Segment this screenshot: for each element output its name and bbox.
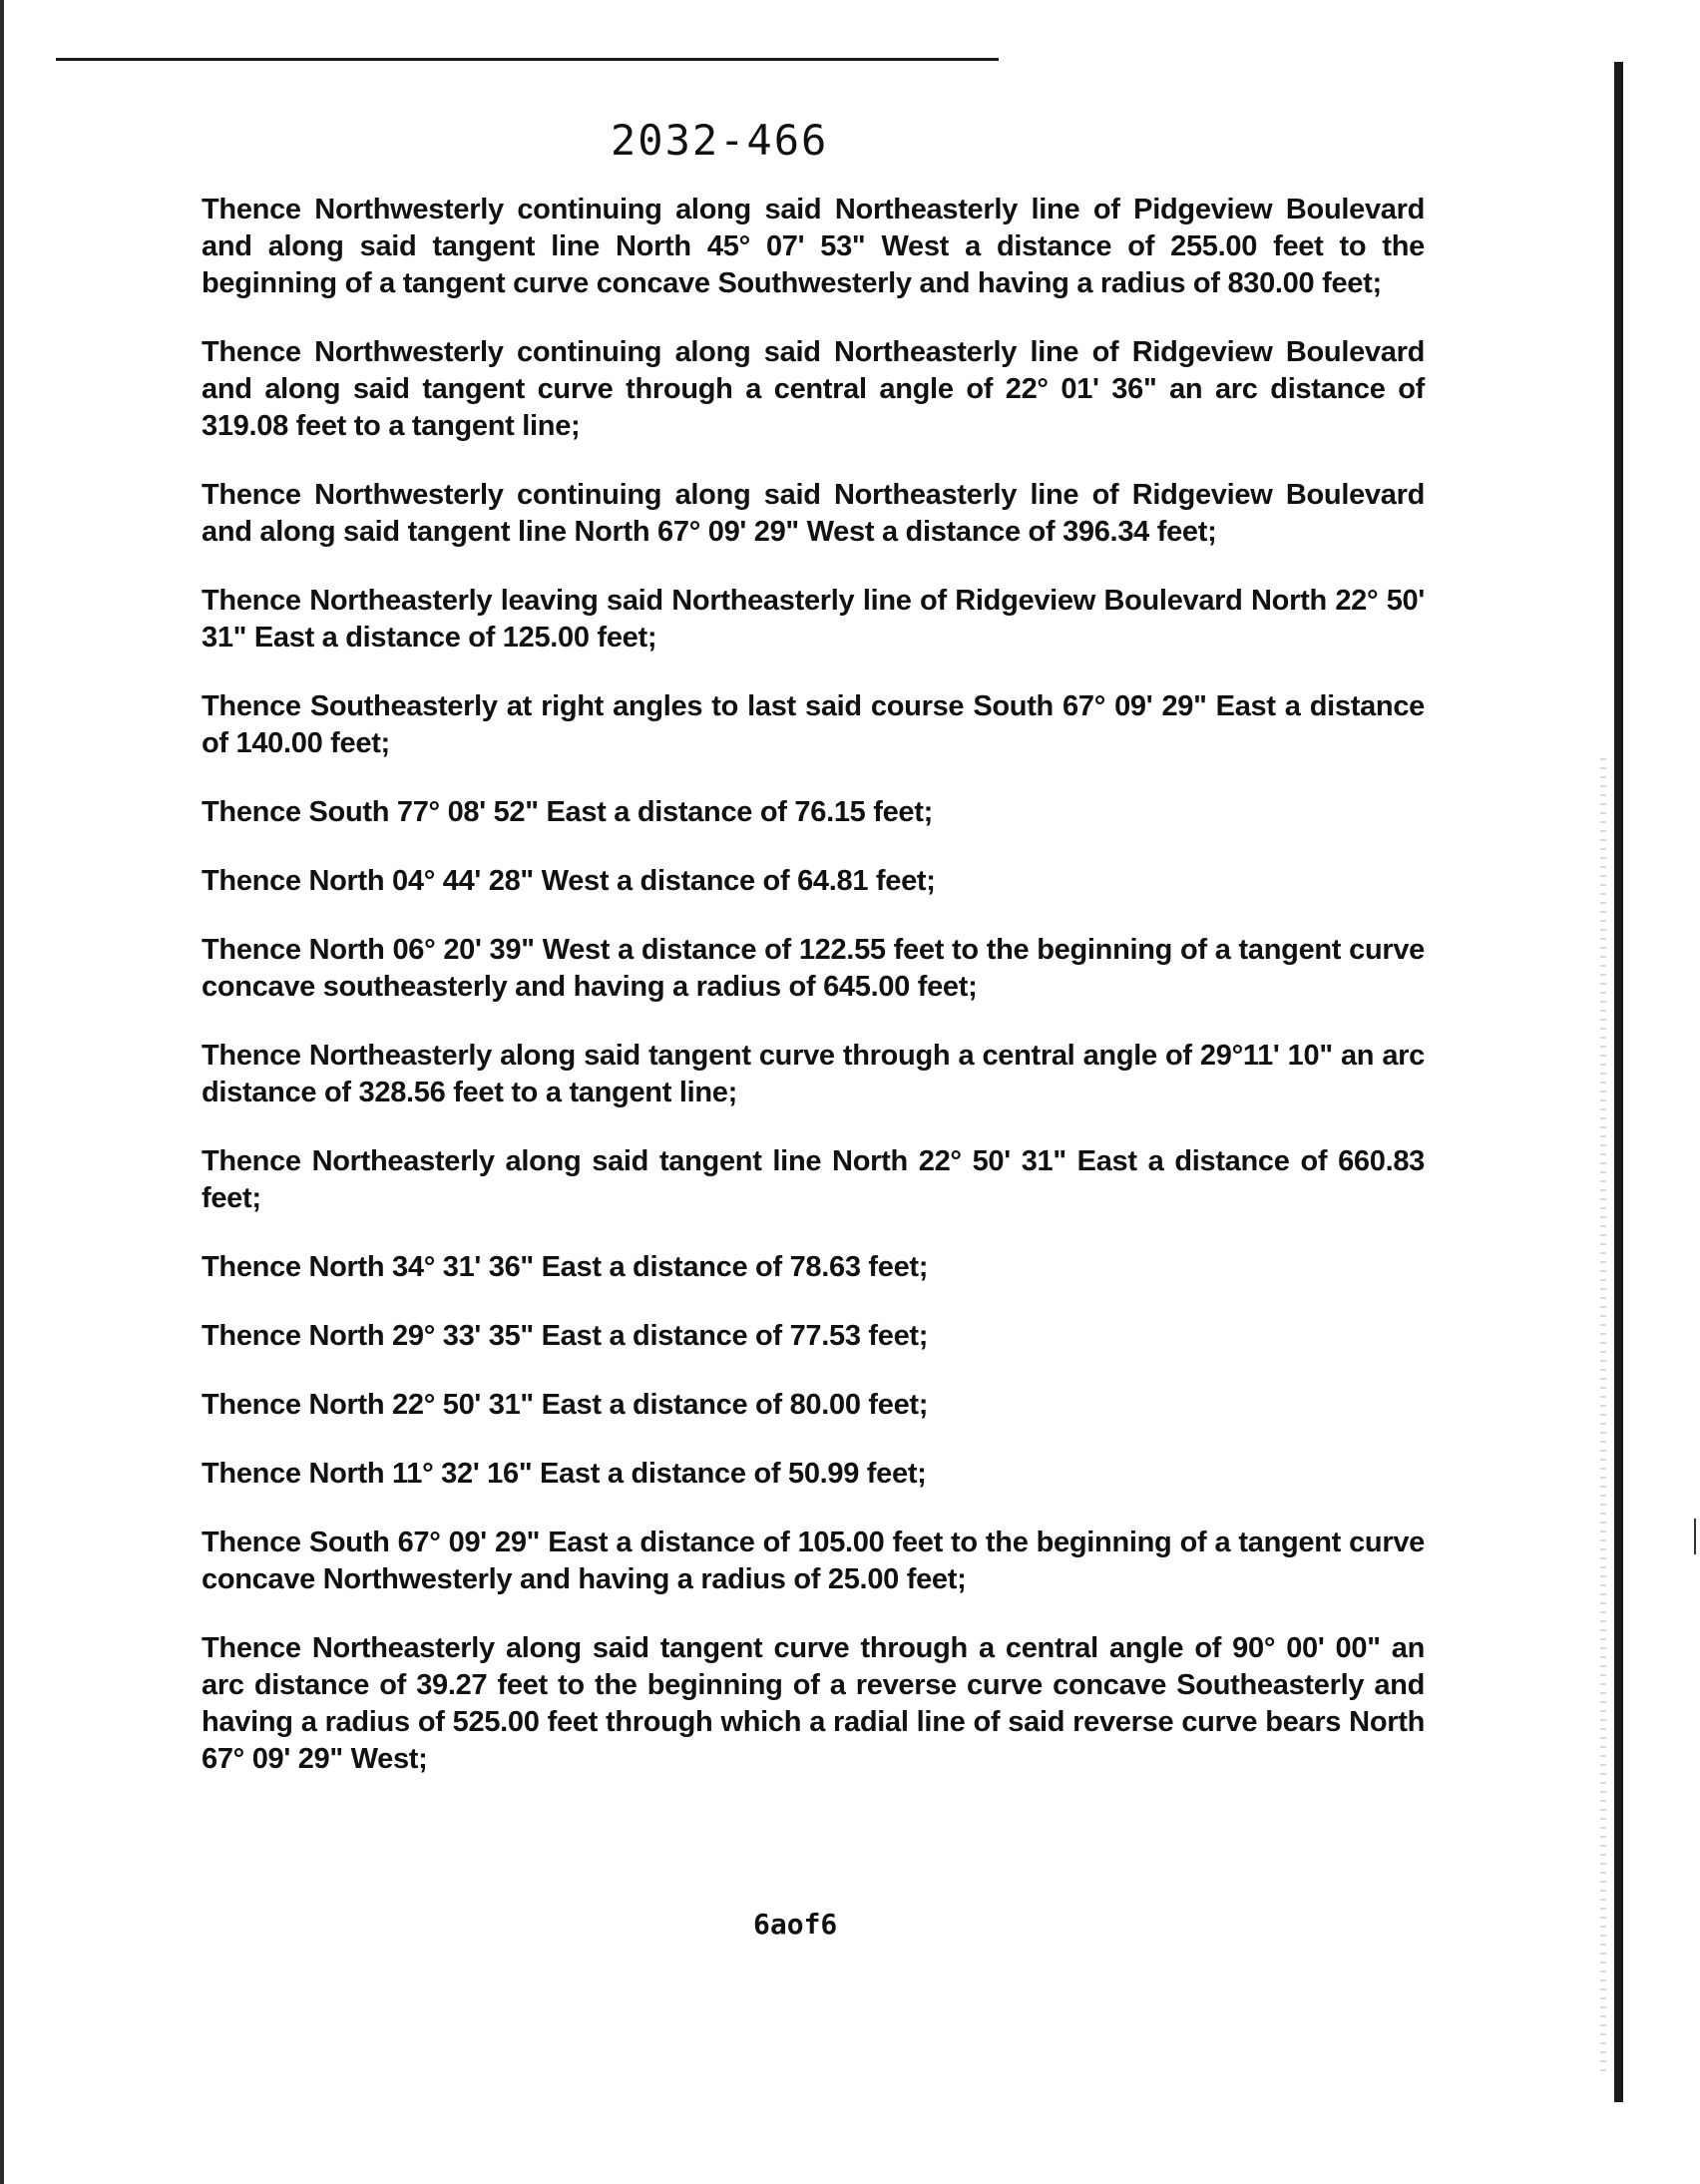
course-paragraph: Thence Northeasterly along said tangent curve through a central angle of 29°11' 10" an arc distance of 328.56 feet to a tangent line; [202,1040,1425,1108]
course-paragraph: Thence Northwesterly continuing along said Northeasterly line of Ridgeview Boulevard and along said tangent line North 67° 09' 29" West a distance of 396.34 feet; [202,479,1425,548]
scan-left-edge [0,0,4,2184]
course-paragraph: Thence North 29° 33' 35" East a distance of 77.53 feet; [202,1320,929,1352]
course-paragraph: Thence North 06° 20' 39" West a distance of 122.55 feet to the beginning of a tangent curve concave southeasterly and having a radius of 645.00 feet; [202,934,1425,1003]
course-paragraph: Thence North 22° 50' 31" East a distance of 80.00 feet; [202,1389,929,1421]
course-paragraph: Thence North 34° 31' 36" East a distance of 78.63 feet; [202,1251,929,1283]
course-paragraph: Thence Northeasterly along said tangent curve through a central angle of 90° 00' 00" an arc distance of 39.27 feet to the beginning of a reverse curve concave Southeasterly and having a radius of 525.00 feet through which a radial line of said reverse curve bears North 67° 09' 29" West; [202,1632,1425,1775]
scan-speckle [1600,758,1606,2075]
page-number: 6aof6 [753,1908,838,1941]
course-paragraph: Thence Northwesterly continuing along said Northeasterly line of Pidgeview Boulevard and along said tangent line North 45° 07' 53" West a distance of 255.00 feet to the beginning of a tangent curve concave Southwesterly and having a radius of 830.00 feet; [202,194,1425,299]
course-paragraph: Thence South 67° 09' 29" East a distance of 105.00 feet to the beginning of a tangent curve concave Northwesterly and having a radius of 25.00 feet; [202,1527,1425,1595]
top-rule [56,58,999,61]
legal-description [202,192,1425,1810]
scan-right-edge [1614,62,1623,2102]
scan-mark [1694,1519,1696,1554]
course-paragraph: Thence North 11° 32' 16" East a distance of 50.99 feet; [202,1458,927,1490]
course-paragraph: Thence Northwesterly continuing along said Northeasterly line of Ridgeview Boulevard and along said tangent curve through a central angle of 22° 01' 36" an arc distance of 319.08 feet to a tangent line; [202,336,1425,442]
course-paragraph: Thence South 77° 08' 52" East a distance of 76.15 feet; [202,796,933,828]
course-paragraph: Thence Northeasterly leaving said Northeasterly line of Ridgeview Boulevard North 22° 50' 31" East a distance of 125.00 feet; [202,585,1425,654]
course-paragraph: Thence Northeasterly along said tangent line North 22° 50' 31" East a distance of 660.83 feet; [202,1145,1425,1214]
course-paragraph: Thence North 04° 44' 28" West a distance of 64.81 feet; [202,865,936,897]
course-paragraph: Thence Southeasterly at right angles to last said course South 67° 09' 29" East a distance of 140.00 feet; [202,690,1425,759]
document-number: 2032-466 [611,116,829,165]
